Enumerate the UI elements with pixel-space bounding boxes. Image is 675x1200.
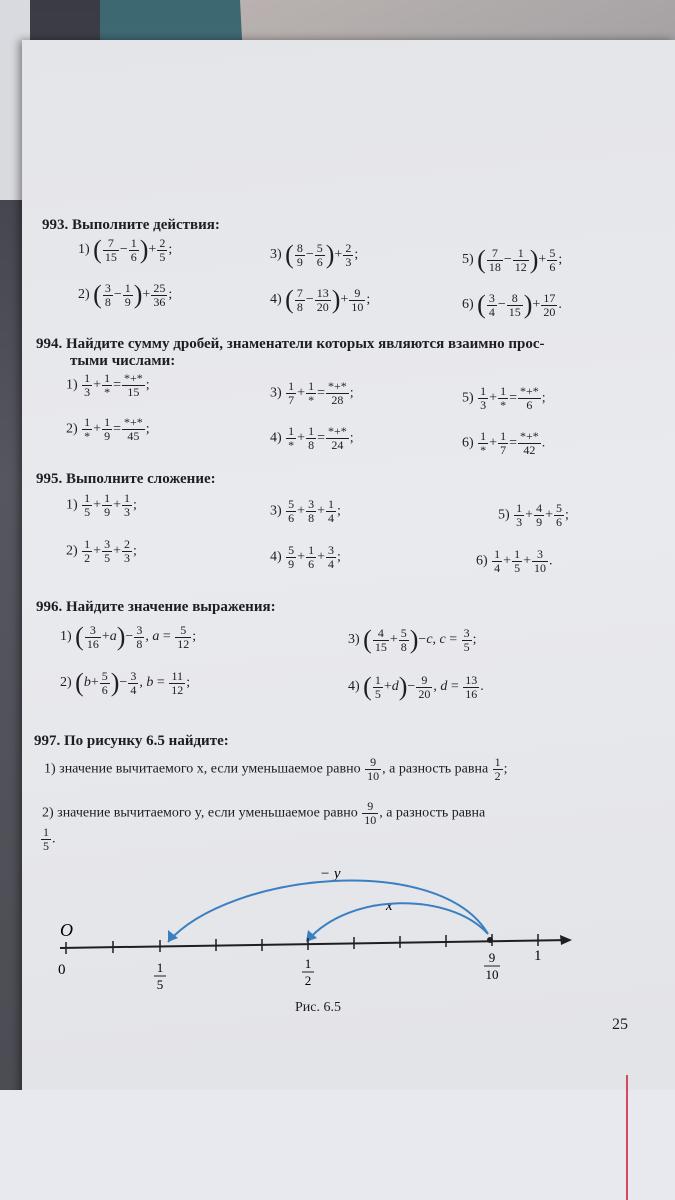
p995-item-2: 2) $\frac{1}{2}$ + $\frac{3}{5}$ + $\frac{2}{3}$ ; xyxy=(66,537,137,565)
problem-997-title: 997. По рисунку 6.5 найдите: xyxy=(34,733,229,749)
axis-arrow xyxy=(560,935,572,945)
arc-y-head xyxy=(168,930,178,942)
origin-label: O xyxy=(60,920,73,940)
p994-item-3: 3) $\frac{1}{7}$ + $\frac{1}{*}$ = $\frac{*+*}{28}$ ; xyxy=(270,379,354,407)
p993-item-1: 1) ( $\frac{7}{15}$ − $\frac{1}{6}$ )+ $\frac{2}{5}$ ; xyxy=(78,235,173,264)
problem-995-title: 995. Выполните сложение: xyxy=(36,471,216,487)
p994-item-2: 2) $\frac{1}{*}$ + $\frac{1}{9}$ = $\frac{*+*}{45}$ ; xyxy=(66,415,150,443)
notebook-background xyxy=(0,1090,675,1200)
svg-text:1: 1 xyxy=(304,956,312,971)
p995-item-6: 6) $\frac{1}{4}$ + $\frac{1}{5}$ + $\frac{3}{10}$ . xyxy=(476,547,553,575)
number-line-figure xyxy=(0,862,675,992)
tick-1-label: 1 xyxy=(534,948,542,964)
p995-item-5: 5) $\frac{1}{3}$ + $\frac{4}{9}$ + $\frac{5}{6}$ ; xyxy=(498,501,569,529)
page-number: 25 xyxy=(612,1016,628,1033)
p994-item-4: 4) $\frac{1}{*}$ + $\frac{1}{8}$ = $\frac{*+*}{24}$ ; xyxy=(270,424,354,452)
problem-994-title-2: тыми числами: xyxy=(70,353,176,369)
p997-line-1: 1) значение вычитаемого x, если уменьшаемое равно $\frac{9}{10}$ , а разность равна $\frac{1}{2}$ ; xyxy=(44,755,508,783)
p997-line-2: 2) значение вычитаемого y, если уменьшаемое равно $\frac{9}{10}$ , а разность равна xyxy=(42,799,486,827)
p996-item-3: 3) ( $\frac{4}{15}$ + $\frac{5}{8}$ )−c, c = $\frac{3}{5}$ ; xyxy=(348,625,477,654)
svg-text:5: 5 xyxy=(156,977,164,992)
tick-0-label: 0 xyxy=(58,962,66,978)
svg-text:10: 10 xyxy=(485,967,499,982)
p995-item-4: 4) $\frac{5}{9}$ + $\frac{1}{6}$ + $\frac{3}{4}$ ; xyxy=(270,543,341,571)
p997-line-2-fraction: $\frac{1}{5}$ . xyxy=(43,825,56,853)
p993-item-2: 2) ( $\frac{3}{8}$ − $\frac{1}{9}$ )+ $\frac{25}{36}$ ; xyxy=(78,280,173,309)
tick-9-10-label xyxy=(484,950,500,982)
figure-caption: Рис. 6.5 xyxy=(295,1000,341,1015)
problem-994-title: 994. Найдите сумму дробей, знаменатели которых являются взаимно прос- xyxy=(36,336,545,352)
p993-item-3: 3) ( $\frac{8}{9}$ − $\frac{5}{6}$ )+ $\frac{2}{3}$ ; xyxy=(270,240,359,269)
label-minus-x: − x xyxy=(372,898,393,914)
notebook-margin-line xyxy=(626,1075,628,1200)
svg-text:9: 9 xyxy=(488,950,496,965)
label-minus-y: − y xyxy=(320,866,341,882)
tick-1-5-label xyxy=(154,960,166,992)
p996-item-4: 4) ( $\frac{1}{5}$ +d)− $\frac{9}{20}$ , d = $\frac{13}{16}$ . xyxy=(348,672,484,701)
p993-item-4: 4) ( $\frac{7}{8}$ − $\frac{13}{20}$ )+ $\frac{9}{10}$ ; xyxy=(270,285,371,314)
p995-item-1: 1) $\frac{1}{5}$ + $\frac{1}{9}$ + $\frac{1}{3}$ ; xyxy=(66,491,137,519)
p994-item-1: 1) $\frac{1}{3}$ + $\frac{1}{*}$ = $\frac{*+*}{15}$ ; xyxy=(66,371,150,399)
p996-item-1: 1) ( $\frac{3}{16}$ +a)− $\frac{3}{8}$ , a = $\frac{5}{12}$ ; xyxy=(60,622,197,651)
problem-993-title: 993. Выполните действия: xyxy=(42,217,220,233)
p995-item-3: 3) $\frac{5}{6}$ + $\frac{3}{8}$ + $\frac{1}{4}$ ; xyxy=(270,497,341,525)
tick-1-2-label xyxy=(302,956,314,988)
point-9-10 xyxy=(487,937,493,943)
axis-line xyxy=(60,940,570,948)
p996-item-2: 2) (b+ $\frac{5}{6}$ )− $\frac{3}{4}$ , b = $\frac{11}{12}$ ; xyxy=(60,668,191,697)
p993-item-5: 5) ( $\frac{7}{18}$ − $\frac{1}{12}$ )+ $\frac{5}{6}$ ; xyxy=(462,245,563,274)
svg-text:2: 2 xyxy=(304,973,312,988)
p993-item-6: 6) ( $\frac{3}{4}$ − $\frac{8}{15}$ )+ $\frac{17}{20}$ . xyxy=(462,290,562,319)
problem-996-title: 996. Найдите значение выражения: xyxy=(36,599,276,615)
svg-text:1: 1 xyxy=(156,960,164,975)
arc-y xyxy=(168,881,488,942)
p994-item-5: 5) $\frac{1}{3}$ + $\frac{1}{*}$ = $\frac{*+*}{6}$ ; xyxy=(462,384,546,412)
p994-item-6: 6) $\frac{1}{*}$ + $\frac{1}{7}$ = $\frac{*+*}{42}$ . xyxy=(462,429,546,457)
arc-x xyxy=(308,903,488,940)
